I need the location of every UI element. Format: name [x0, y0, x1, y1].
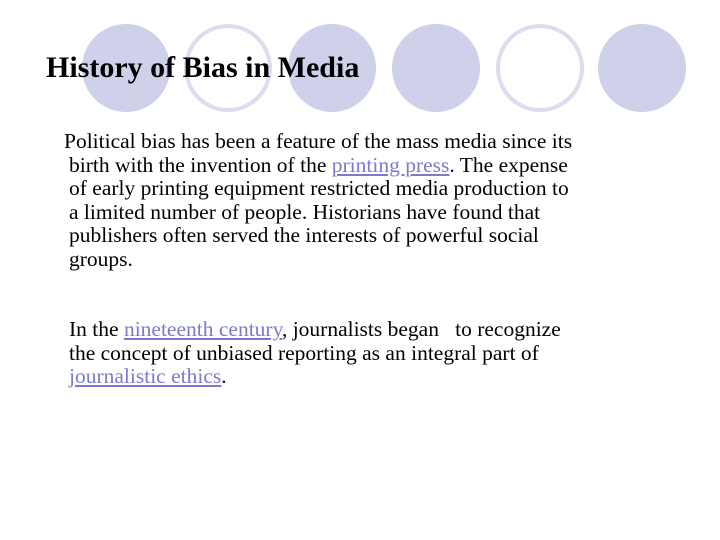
journalistic-ethics-link[interactable]: journalistic ethics	[69, 364, 222, 388]
p2-line-1	[69, 318, 689, 342]
decorative-circle-6	[598, 24, 686, 112]
decorative-circle-4	[392, 24, 480, 112]
p1-line-5: publishers often served the interests of powerful social	[69, 223, 539, 247]
p1-line-1: Political bias has been a feature of the mass media since its	[64, 129, 573, 153]
printing-press-link[interactable]: printing press	[331, 152, 450, 177]
p1-line-2	[69, 154, 689, 178]
decorative-circle-5	[496, 24, 584, 112]
p2-line-1-tail: , journalists began to recognize	[281, 317, 561, 341]
p2-line-3	[69, 365, 689, 389]
p1-line-3: of early printing equipment restricted media production to	[69, 176, 569, 200]
p2-line-2: the concept of unbiased reporting as an integral part of	[69, 340, 539, 365]
paragraph-nineteenth-century	[69, 318, 689, 389]
nineteenth-century-link[interactable]: nineteenth century	[123, 317, 282, 341]
p1-line-2-text: birth with the invention of the	[69, 152, 332, 177]
slide-title: History of Bias in Media	[46, 51, 360, 84]
p1-line-4: a limited number of people. Historians have found that	[69, 199, 541, 224]
p2-line-3-tail: .	[221, 364, 227, 388]
p2-line-1-text: In the	[69, 317, 124, 341]
p1-line-2-tail: . The expense	[449, 152, 568, 177]
p1-line-6: groups.	[69, 246, 133, 271]
paragraph-political-bias	[64, 129, 689, 271]
